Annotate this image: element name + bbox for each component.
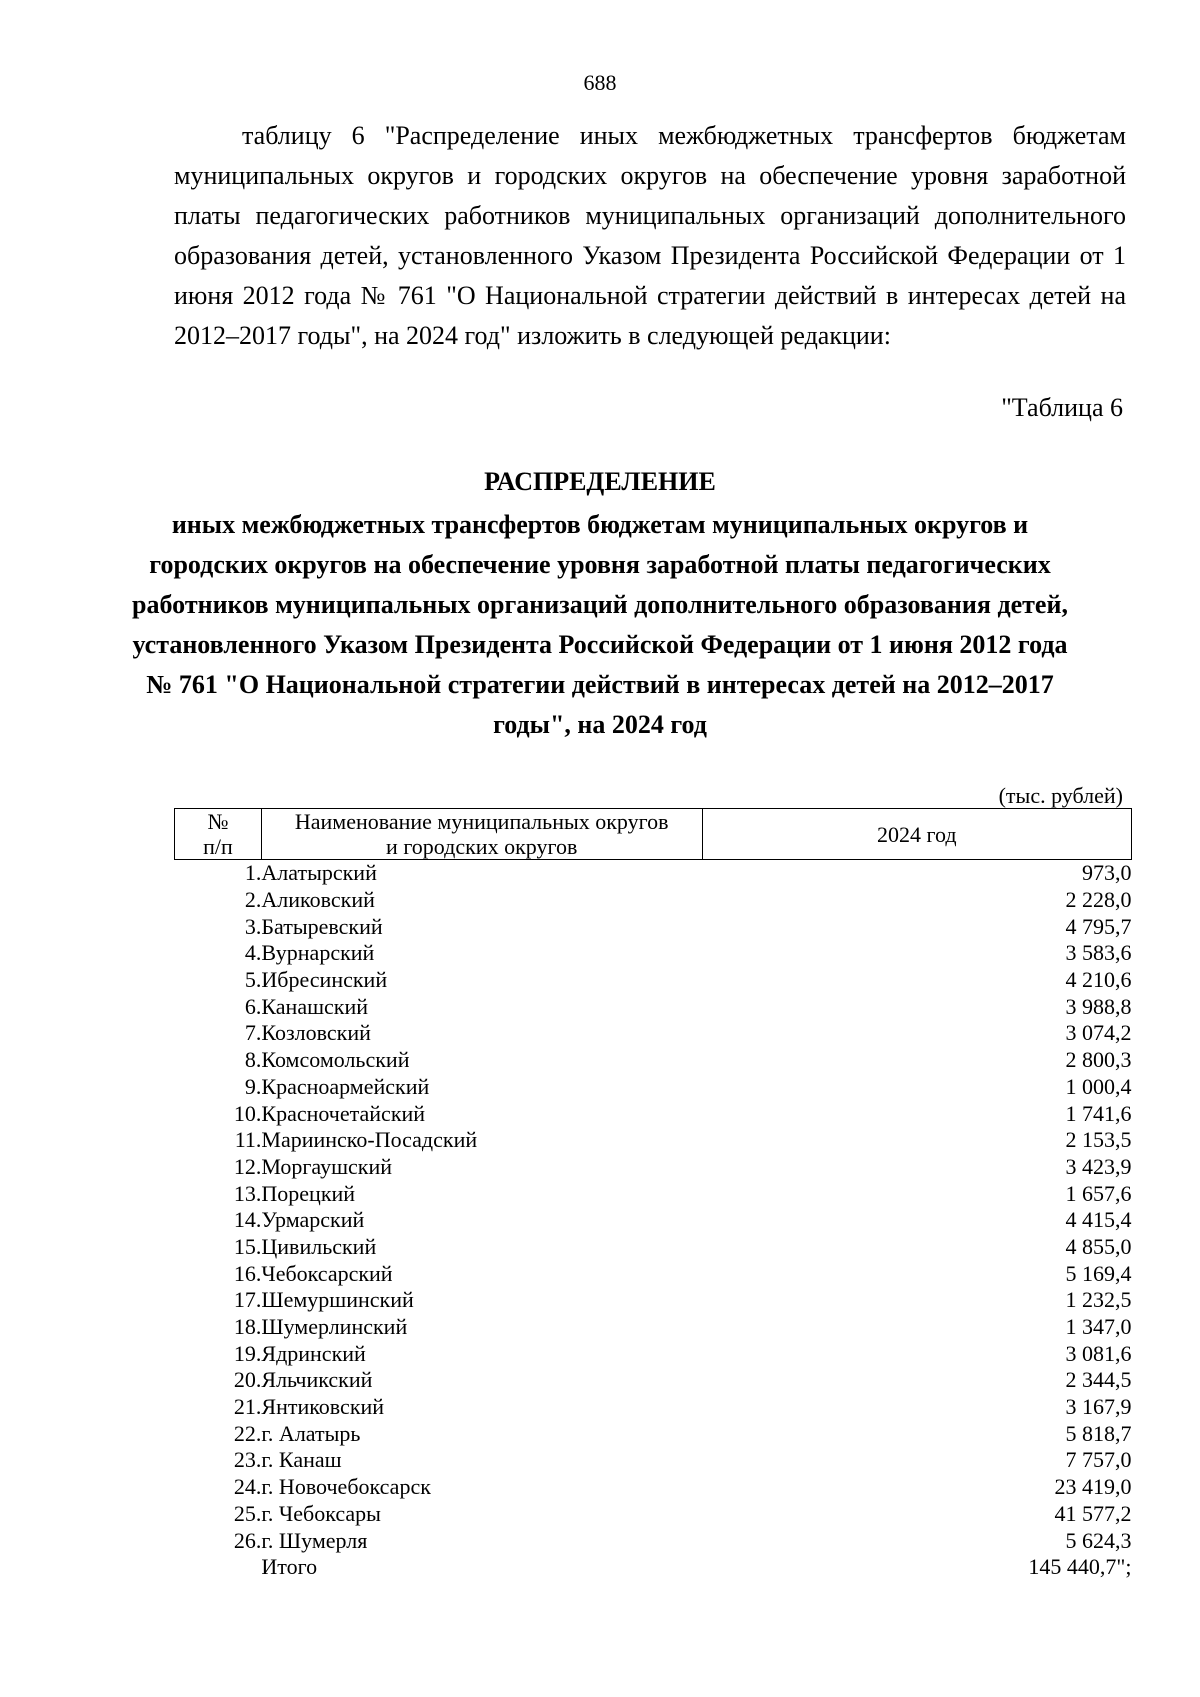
row-value: 5 624,3 (1065, 1527, 1132, 1553)
row-value: 41 577,2 (1054, 1500, 1132, 1526)
row-name: Козловский (261, 1020, 371, 1046)
row-value: 3 074,2 (1065, 1020, 1132, 1046)
row-number: 19. (233, 1340, 262, 1366)
row-value: 4 795,7 (1065, 913, 1132, 939)
table-row (175, 1394, 1132, 1421)
row-value: 4 210,6 (1065, 967, 1132, 993)
row-value: 973,0 (1082, 860, 1132, 886)
table-row (175, 1501, 1132, 1528)
row-value: 4 855,0 (1065, 1233, 1132, 1259)
heading-title: РАСПРЕДЕЛЕНИЕ (484, 467, 716, 496)
row-name: г. Новочебоксарск (261, 1474, 431, 1500)
row-value: 4 415,4 (1065, 1207, 1132, 1233)
row-name: Порецкий (261, 1180, 356, 1206)
row-name: Шумерлинский (261, 1314, 408, 1340)
table-row (175, 1074, 1132, 1101)
total-row (175, 1554, 1132, 1581)
row-number: 23. (233, 1447, 262, 1473)
row-value: 3 988,8 (1065, 993, 1132, 1019)
table-label: "Таблица 6 (1001, 393, 1123, 422)
row-name: Цивильский (261, 1233, 377, 1259)
units-label: (тыс. рублей) (998, 783, 1123, 808)
table-row (175, 1020, 1132, 1047)
row-name: Урмарский (261, 1207, 365, 1233)
table-row (175, 1047, 1132, 1074)
row-number: 8. (244, 1047, 262, 1073)
total-value: 145 440,7"; (1028, 1554, 1132, 1580)
row-value: 1 657,6 (1065, 1180, 1132, 1206)
table-row (175, 1127, 1132, 1154)
intro-paragraph: таблицу 6 "Распределение иных межбюджетных трансфертов бюджетам муниципальных округов и городских округов на обеспечение уровня заработной платы педагогических работников муниципальных организаций дополнительного образования детей, установленного Указом Президента Российской Федерации от 1 июня 2012 года № 761 "О Национальной стратегии действий в интересах детей на 2012–2017 годы", на 2024 год" изложить в следующей редакции: (174, 121, 1126, 350)
row-number: 25. (233, 1500, 262, 1526)
table-row (175, 940, 1132, 967)
row-value: 7 757,0 (1065, 1447, 1132, 1473)
row-value: 1 232,5 (1065, 1287, 1132, 1313)
row-number: 24. (233, 1474, 262, 1500)
row-number: 1. (244, 860, 262, 886)
table-row (175, 887, 1132, 914)
total-label: Итого (261, 1554, 318, 1580)
row-number: 21. (233, 1394, 262, 1420)
row-number: 4. (244, 940, 262, 966)
row-value: 2 344,5 (1065, 1367, 1132, 1393)
table-row (175, 1260, 1132, 1287)
row-name: Моргаушский (261, 1153, 393, 1179)
table-row (175, 1207, 1132, 1234)
distribution-table (174, 808, 1132, 1581)
row-name: Вурнарский (261, 940, 375, 966)
row-name: Яльчикский (261, 1367, 373, 1393)
row-value: 2 800,3 (1065, 1047, 1132, 1073)
heading-subtitle: иных межбюджетных трансфертов бюджетам муниципальных округов и городских округов на обеспечение уровня заработной платы педагогических работников муниципальных организаций дополнительного образования детей, установленного Указом Президента Российской Федерации от 1 июня 2012 года № 761 "О Национальной стратегии действий в интересах детей на 2012–2017 годы", на 2024 год (132, 510, 1068, 739)
row-number: 2. (244, 887, 262, 913)
row-value: 1 000,4 (1065, 1073, 1132, 1099)
row-name: Красноармейский (261, 1073, 430, 1099)
table-row (175, 1474, 1132, 1501)
table-row (175, 1527, 1132, 1554)
row-number: 26. (233, 1527, 262, 1553)
row-number: 17. (233, 1287, 262, 1313)
table-row (175, 1367, 1132, 1394)
row-value: 5 818,7 (1065, 1420, 1132, 1446)
row-name: Ибресинский (261, 967, 388, 993)
row-name: г. Алатырь (261, 1420, 361, 1446)
table-row (175, 1180, 1132, 1207)
row-value: 3 583,6 (1065, 940, 1132, 966)
table-row (175, 913, 1132, 940)
header-number (175, 809, 262, 860)
table-row (175, 1234, 1132, 1261)
table-heading (0, 462, 1200, 745)
row-number: 15. (233, 1233, 262, 1259)
header-name-line2: и городских округов (386, 834, 578, 859)
row-name: Аликовский (261, 887, 375, 913)
table-row (175, 1100, 1132, 1127)
row-value: 23 419,0 (1054, 1474, 1132, 1500)
row-name: Мариинско-Посадский (261, 1127, 478, 1153)
row-value: 3 423,9 (1065, 1153, 1132, 1179)
row-number: 5. (244, 967, 262, 993)
row-number: 16. (233, 1260, 262, 1286)
row-name: Янтиковский (261, 1394, 385, 1420)
row-number: 11. (234, 1127, 262, 1153)
row-name: Шемуршинский (261, 1287, 414, 1313)
header-value: 2024 год (702, 809, 1131, 860)
table-header (175, 809, 1132, 860)
row-number: 3. (244, 913, 262, 939)
row-number: 12. (233, 1153, 262, 1179)
header-name (261, 809, 702, 860)
header-number-line1: № (207, 809, 229, 834)
row-number: 18. (233, 1314, 262, 1340)
table-row (175, 993, 1132, 1020)
row-value: 2 153,5 (1065, 1127, 1132, 1153)
row-name: Комсомольский (261, 1047, 410, 1073)
table-row (175, 1154, 1132, 1181)
row-name: г. Чебоксары (261, 1500, 381, 1526)
page-number: 688 (583, 70, 617, 95)
row-value: 3 081,6 (1065, 1340, 1132, 1366)
row-name: Чебоксарский (261, 1260, 393, 1286)
row-name: Алатырский (261, 860, 377, 886)
table-row (175, 1420, 1132, 1447)
row-name: Батыревский (261, 913, 383, 939)
header-name-line1: Наименование муниципальных округов (294, 809, 669, 834)
table-row (175, 1287, 1132, 1314)
table-row (175, 1314, 1132, 1341)
row-value: 3 167,9 (1065, 1394, 1132, 1420)
row-number: 22. (233, 1420, 262, 1446)
row-name: г. Шумерля (261, 1527, 368, 1553)
row-value: 2 228,0 (1065, 887, 1132, 913)
table-row (175, 1340, 1132, 1367)
row-name: Красночетайский (261, 1100, 426, 1126)
row-number: 7. (244, 1020, 262, 1046)
row-number: 9. (244, 1073, 262, 1099)
row-number: 13. (233, 1180, 262, 1206)
row-value: 1 347,0 (1065, 1314, 1132, 1340)
header-number-line2: п/п (203, 834, 233, 859)
table-header-row (175, 809, 1132, 860)
row-name: Ядринский (261, 1340, 366, 1366)
row-number: 20. (233, 1367, 262, 1393)
row-name: г. Канаш (261, 1447, 342, 1473)
row-number: 6. (244, 993, 262, 1019)
row-number: 10. (233, 1100, 262, 1126)
total-number (175, 1554, 262, 1581)
table-row (175, 967, 1132, 994)
row-number: 14. (233, 1207, 262, 1233)
row-value: 5 169,4 (1065, 1260, 1132, 1286)
table-body (175, 860, 1132, 1581)
row-name: Канашский (261, 993, 369, 1019)
row-value: 1 741,6 (1065, 1100, 1132, 1126)
table-row (175, 860, 1132, 887)
table-row (175, 1447, 1132, 1474)
